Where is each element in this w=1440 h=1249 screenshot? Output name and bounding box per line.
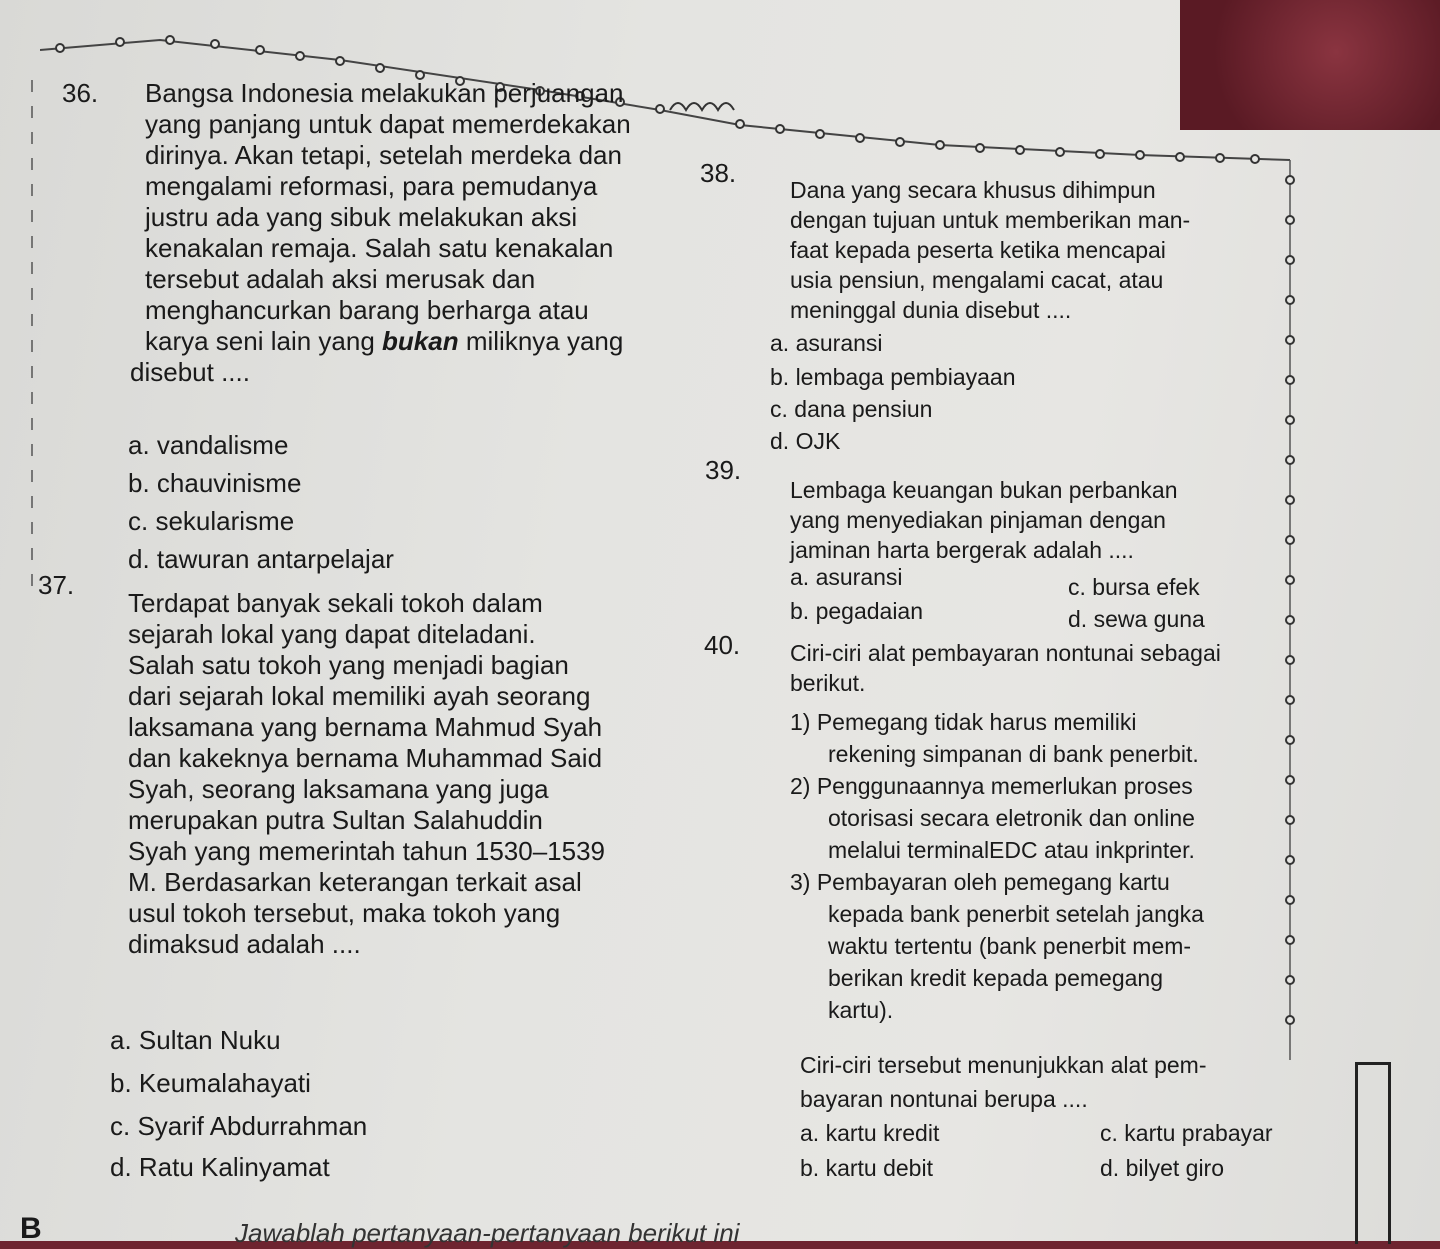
q39-number: 39. — [705, 455, 742, 485]
q40-item-3-line-4: berikan kredit kepada pemegang — [828, 965, 1164, 991]
q38-option-b[interactable]: b. lembaga pembiayaan — [770, 364, 1016, 390]
q39-option-d[interactable]: d. sewa guna — [1068, 606, 1205, 632]
q36-line-9-prefix: karya seni lain yang — [145, 326, 383, 356]
q40-closing-line-2: bayaran nontunai berupa .... — [800, 1086, 1088, 1112]
q40-closing — [800, 1048, 1340, 1116]
q39-option-b[interactable]: b. pegadaian — [790, 598, 924, 624]
q40-item-2-line-2: otorisasi secara eletronik dan online — [828, 805, 1195, 831]
section-letter: B — [20, 1212, 42, 1245]
q38-number: 38. — [700, 158, 737, 188]
q36-emphasis: bukan — [382, 326, 459, 356]
q40-item-3-line-5: kartu). — [828, 997, 894, 1023]
q36-line-2: yang panjang untuk dapat memerdekakan — [145, 109, 631, 139]
q36-line-5: justru ada yang sibuk melakukan aksi — [145, 202, 578, 232]
q38-option-d[interactable]: d. OJK — [770, 428, 841, 454]
q37-line-11: usul tokoh tersebut, maka tokoh yang — [128, 898, 561, 928]
q40-option-c[interactable]: c. kartu prabayar — [1100, 1120, 1273, 1146]
q39-line-3: jaminan harta bergerak adalah .... — [790, 537, 1134, 563]
q37-line-3: Salah satu tokoh yang menjadi bagian — [128, 650, 569, 680]
q40-closing-line-1: Ciri-ciri tersebut menunjukkan alat pem- — [800, 1052, 1207, 1078]
q37-option-c[interactable]: c. Syarif Abdurrahman — [110, 1111, 368, 1141]
q40-item-3-line-1: 3) Pembayaran oleh pemegang kartu — [790, 869, 1170, 895]
q37-line-4: dari sejarah lokal memiliki ayah seorang — [128, 681, 591, 711]
q40-intro — [790, 638, 1310, 698]
q36-line-1: Bangsa Indonesia melakukan perjuangan — [145, 78, 624, 108]
q38-line-2: dengan tujuan untuk memberikan man- — [790, 207, 1191, 233]
q38-line-4: usia pensiun, mengalami cacat, atau — [790, 267, 1164, 293]
decorative-frame — [1355, 1062, 1391, 1244]
q40-option-d[interactable]: d. bilyet giro — [1100, 1155, 1225, 1181]
section-title: Jawablah pertanyaan-pertanyaan berikut ini — [235, 1218, 740, 1248]
q36-line-6: kenakalan remaja. Salah satu kenakalan — [145, 233, 614, 263]
q40-number: 40. — [704, 630, 741, 660]
q36-option-c[interactable]: c. sekularisme — [128, 506, 295, 536]
q40-item-3-line-3: waktu tertentu (bank penerbit mem- — [828, 933, 1192, 959]
q37-line-5: laksamana yang bernama Mahmud Syah — [128, 712, 603, 742]
q36-option-a[interactable]: a. vandalisme — [128, 430, 289, 460]
q36-line-3: dirinya. Akan tetapi, setelah merdeka dan — [145, 140, 622, 170]
q40-item-2-line-3: melalui terminalEDC atau inkprinter. — [828, 837, 1195, 863]
q40-option-b[interactable]: b. kartu debit — [800, 1155, 933, 1181]
q37-option-d[interactable]: d. Ratu Kalinyamat — [110, 1152, 330, 1182]
q37-line-10: M. Berdasarkan keterangan terkait asal — [128, 867, 582, 897]
q38-line-1: Dana yang secara khusus dihimpun — [790, 177, 1156, 203]
q39-stem — [790, 475, 1270, 565]
q40-item-3-line-2: kepada bank penerbit setelah jangka — [828, 901, 1204, 927]
q38-stem — [790, 175, 1270, 325]
q38-option-c[interactable]: c. dana pensiun — [770, 396, 933, 422]
q37-line-8: merupakan putra Sultan Salahuddin — [128, 805, 543, 835]
q39-option-c[interactable]: c. bursa efek — [1068, 574, 1200, 600]
q39-line-1: Lembaga keuangan bukan perbankan — [790, 477, 1178, 503]
q36-line-4: mengalami reformasi, para pemudanya — [145, 171, 598, 201]
q39-line-2: yang menyediakan pinjaman dengan — [790, 507, 1166, 533]
q37-line-1: Terdapat banyak sekali tokoh dalam — [128, 588, 543, 618]
q39-option-a[interactable]: a. asuransi — [790, 564, 903, 590]
q36-stem — [130, 78, 685, 388]
q37-option-b[interactable]: b. Keumalahayati — [110, 1068, 311, 1098]
q37-line-6: dan kakeknya bernama Muhammad Said — [128, 743, 603, 773]
q40-item-1-line-2: rekening simpanan di bank penerbit. — [828, 741, 1199, 767]
decorative-left-dashes — [22, 80, 42, 600]
q36-number: 36. — [62, 78, 99, 108]
q40-item-1-line-1: 1) Pemegang tidak harus memiliki — [790, 709, 1137, 735]
q38-line-3: faat kepada peserta ketika mencapai — [790, 237, 1166, 263]
q37-line-2: sejarah lokal yang dapat diteladani. — [128, 619, 536, 649]
q40-item-2-line-1: 2) Penggunaannya memerlukan proses — [790, 773, 1193, 799]
q40-items — [790, 706, 1310, 1026]
q40-intro-line-1: Ciri-ciri alat pembayaran nontunai sebagai — [790, 640, 1221, 666]
q36-line-8: menghancurkan barang berharga atau — [145, 295, 589, 325]
q36-line-7: tersebut adalah aksi merusak dan — [145, 264, 536, 294]
q36-line-9 — [145, 326, 685, 357]
q36-option-b[interactable]: b. chauvinisme — [128, 468, 302, 498]
q38-option-a[interactable]: a. asuransi — [770, 330, 883, 356]
q37-stem — [128, 588, 688, 960]
q36-option-d[interactable]: d. tawuran antarpelajar — [128, 544, 394, 574]
q40-intro-line-2: berikut. — [790, 670, 866, 696]
q37-line-9: Syah yang memerintah tahun 1530–1539 — [128, 836, 606, 866]
q40-option-a[interactable]: a. kartu kredit — [800, 1120, 940, 1146]
q37-line-12: dimaksud adalah .... — [128, 929, 361, 959]
q36-line-10: disebut .... — [130, 357, 250, 387]
q37-number: 37. — [38, 570, 75, 600]
q36-line-9-suffix: miliknya yang — [458, 326, 624, 356]
q38-line-5: meninggal dunia disebut .... — [790, 297, 1072, 323]
q37-option-a[interactable]: a. Sultan Nuku — [110, 1025, 281, 1055]
q37-line-7: Syah, seorang laksamana yang juga — [128, 774, 549, 804]
